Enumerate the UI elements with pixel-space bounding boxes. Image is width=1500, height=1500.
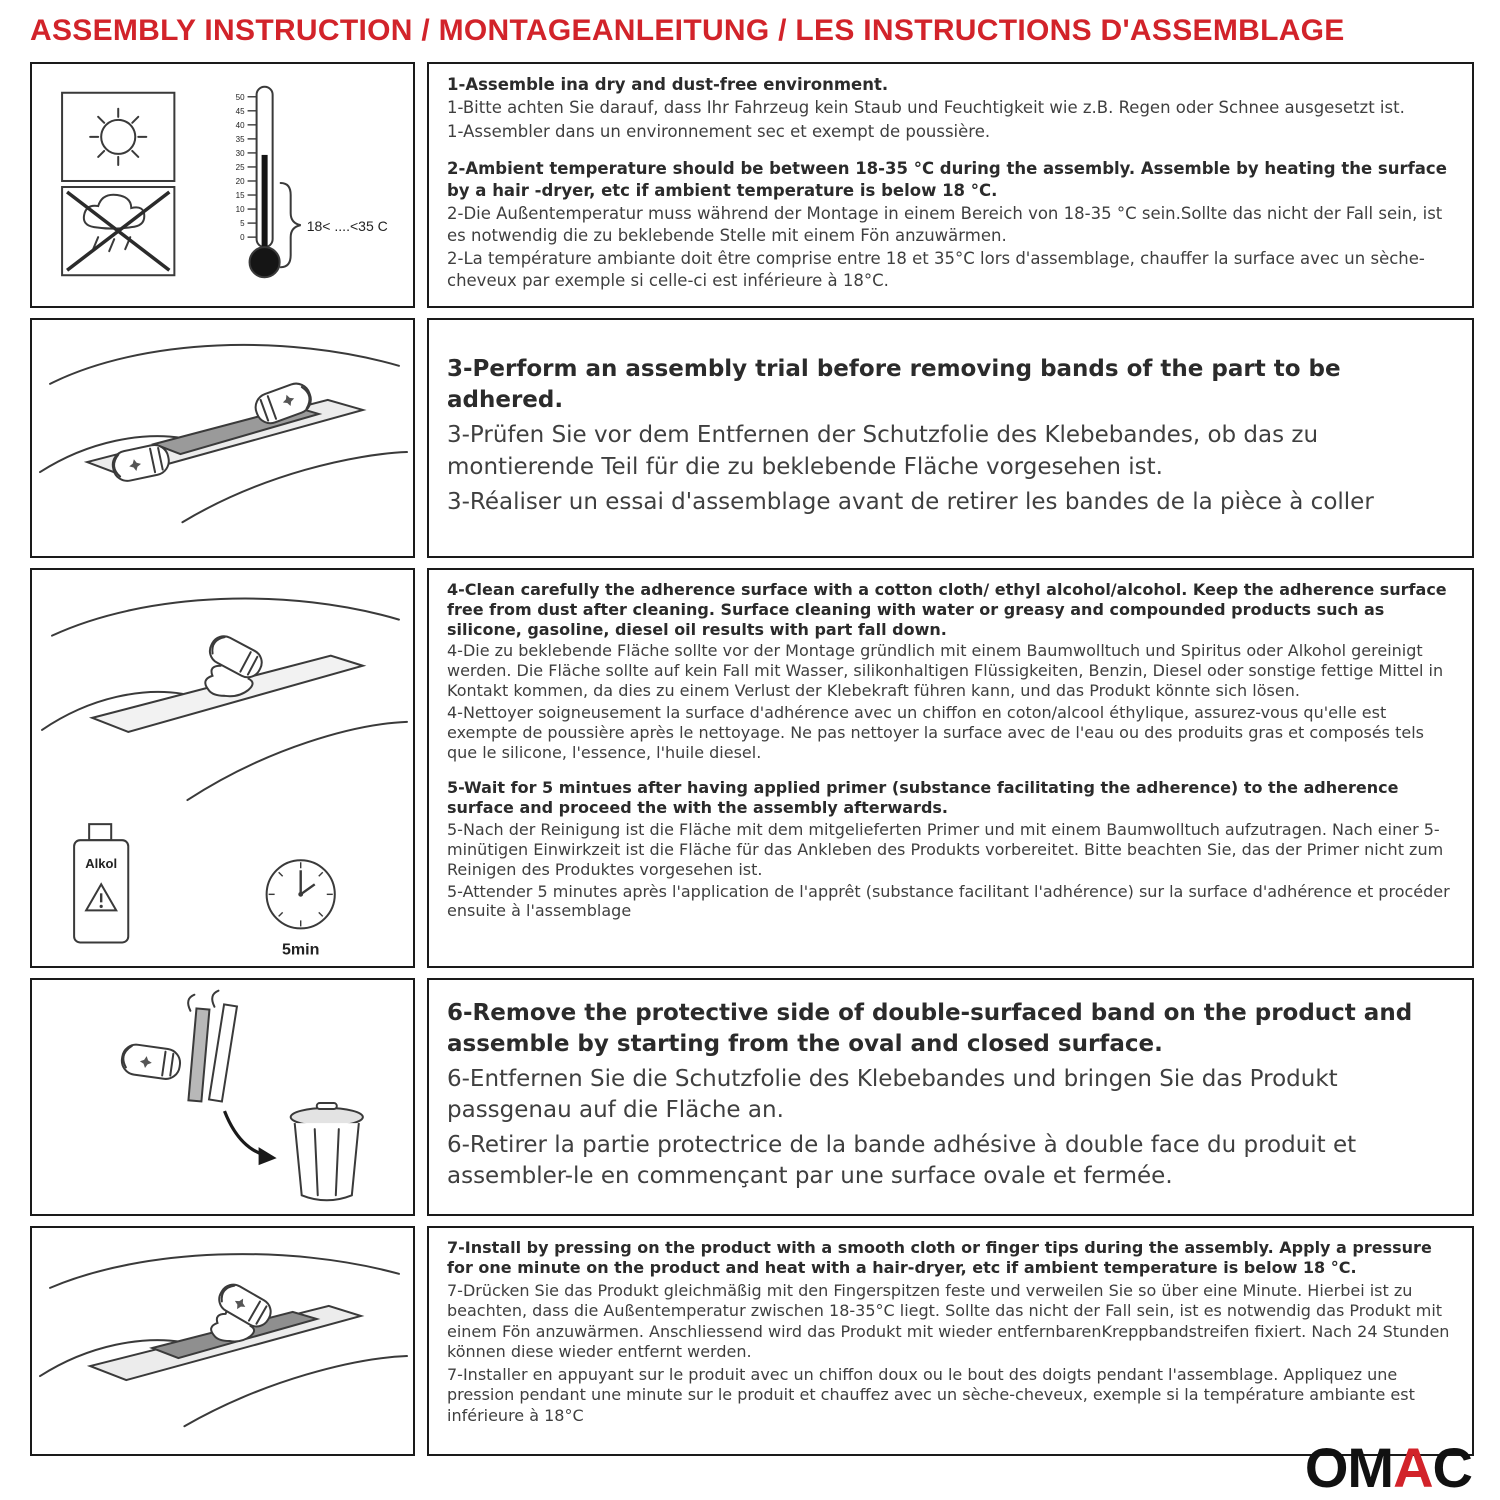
- step7-en: 7-Install by pressing on the product with a smooth cloth or finger tips during the assembly. Apply a pressure for one minute on the product and heat with a hair-dryer, etc if ambient temperature is below 18 °C.: [447, 1238, 1432, 1278]
- illustration-pressing: [30, 1226, 415, 1456]
- svg-text:45: 45: [235, 106, 245, 116]
- svg-text:20: 20: [235, 176, 245, 186]
- trash-can-icon: [291, 1103, 363, 1200]
- temperature-range-label: 18< ....<35 C: [306, 218, 388, 235]
- adhesive-band-1: [188, 1008, 209, 1101]
- step1-de: 1-Bitte achten Sie darauf, dass Ihr Fahrzeug kein Staub und Feuchtigkeit wie z.B. Regen oder Schnee ausgesetzt ist.: [447, 98, 1405, 118]
- step6-en: 6-Remove the protective side of double-surfaced band on the product and assemble by starting from the oval and closed surface.: [447, 999, 1413, 1057]
- illustration-temperature-conditions: [30, 62, 415, 308]
- adhesive-band-2: [209, 1004, 237, 1101]
- row-step-6: [30, 978, 1474, 1216]
- left-hand-icon: [110, 442, 171, 483]
- step2-de: 2-Die Außentemperatur muss während der Montage in einem Bereich von 18-35 °C sein.Sollte das nicht der Fall sein, ist es notwendig die zu beklebende Stelle mit einem Fön anzuwärmen.: [447, 204, 1443, 245]
- row-step-3: [30, 318, 1474, 558]
- illustration-cleaning: [30, 568, 415, 968]
- step2-en: 2-Ambient temperature should be between 18-35 °C during the assembly. Assemble by heating the surface by a hair -dryer, etc if ambient temperature is below 18 °C.: [447, 159, 1447, 200]
- step-4-5-text: [427, 568, 1474, 968]
- svg-text:40: 40: [235, 120, 245, 130]
- step4-fr: 4-Nettoyer soigneusement la surface d'adhérence avec un chiffon en coton/alcool éthylique, assurez-vous qu'elle est exempte de poussière après le nettoyage. Ne pas nettoyer la surface avec de l'eau ou des produits gras et composés tels que le silicone, l'essence, l'huile diesel.: [447, 702, 1424, 762]
- step6-fr: 6-Retirer la partie protectrice de la bande adhésive à double face du produit et assembler-le en commençant par une surface ovale et fermée.: [447, 1132, 1357, 1190]
- step6-de: 6-Entfernen Sie die Schutzfolie des Klebebandes und bringen Sie das Produkt passgenau auf die Fläche an.: [447, 1065, 1338, 1123]
- logo-c: C: [1432, 1436, 1472, 1499]
- logo-a: A: [1393, 1436, 1433, 1499]
- svg-text:50: 50: [235, 92, 245, 102]
- step1-fr: 1-Assembler dans un environnement sec et exempt de poussière.: [447, 121, 991, 141]
- step5-de: 5-Nach der Reinigung ist die Fläche mit dem mitgelieferten Primer und mit einem Baumwolltuch aufzutragen. Nach einer 5-minütigen Einwirkzeit ist die Fläche für das Ankleben des Produkts vorbereitet. Bitte beachten Sie, das der Primer nicht zum Reinigen des Produktes vorgesehen ist.: [447, 820, 1444, 879]
- thermometer-scale: [236, 93, 245, 242]
- step2-fr: 2-La température ambiante doit être comprise entre 18 et 35°C lors d'assemblage, chauffer la surface avec un sèche-cheveux par exemple si celle-ci est inférieure à 18°C.: [447, 249, 1425, 290]
- svg-text:15: 15: [235, 191, 245, 201]
- step-7-text: [427, 1226, 1474, 1456]
- alcohol-label: Alkol: [85, 856, 118, 872]
- step3-en: 3-Perform an assembly trial before removing bands of the part to be adhered.: [447, 356, 1341, 414]
- step7-de: 7-Drücken Sie das Produkt gleichmäßig mit den Fingerspitzen feste und verweilen Sie so über eine Minute. Hierbei ist zu beachten, dass die Außentemperatur zwischen 18-35°C liegt. Sollte das nicht der Fall sein, ist es notwendig das Produkt mit einem Fön anzuwärmen. Anschliessend wird das Produkt mit wieder entfernbarenKreppbandstreifen fixiert. Nach 24 Stunden können diese wieder entfernt werden.: [447, 1280, 1450, 1362]
- step3-fr: 3-Réaliser un essai d'assemblage avant de retirer les bandes de la pièce à coller: [447, 488, 1374, 515]
- step5-en: 5-Wait for 5 mintues after having applied primer (substance facilitating the adherence) to the adherence surface and proceed the with the assembly afterwards.: [447, 778, 1399, 818]
- step1-en: 1-Assemble ina dry and dust-free environment.: [447, 75, 889, 94]
- svg-text:10: 10: [235, 205, 245, 215]
- no-rain-icon: [62, 187, 174, 275]
- step-6-text: [427, 978, 1474, 1216]
- step7-fr: 7-Installer en appuyant sur le produit avec un chiffon doux ou le bout des doigts pendant l'assemblage. Appliquez une pression pendant une minute sur le produit et chauffez avec un sèche-cheveux, exemple si la température ambiante est inférieure à 18°C: [447, 1364, 1415, 1425]
- step4-en: 4-Clean carefully the adherence surface with a cotton cloth/ ethyl alcohol/alcohol. Keep the adherence surface free from dust after cleaning. Surface cleaning with water or greasy and compounded products such as silicone, gasoline, diesel oil results with part fall down.: [447, 580, 1447, 639]
- row-step-7: [30, 1226, 1474, 1456]
- illustration-assembly-trial: [30, 318, 415, 558]
- svg-text:30: 30: [235, 148, 245, 158]
- holding-hand-icon: [120, 1043, 182, 1081]
- alcohol-bottle-icon: [74, 824, 128, 942]
- assembly-trial-svg: [32, 320, 413, 556]
- step3-de: 3-Prüfen Sie vor dem Entfernen der Schutzfolie des Klebebandes, ob das zu montierende Teil für die zu beklebende Fläche vorgesehen ist.: [447, 422, 1319, 480]
- row-step-4-5: [30, 568, 1474, 968]
- sun-icon: [62, 93, 174, 181]
- row-step-1-2: [30, 62, 1474, 308]
- page-title: ASSEMBLY INSTRUCTION / MONTAGEANLEITUNG / LES INSTRUCTIONS D'ASSEMBLAGE: [30, 14, 1345, 47]
- illustration-remove-band: [30, 978, 415, 1216]
- svg-text:35: 35: [235, 134, 245, 144]
- step4-de: 4-Die zu beklebende Fläche sollte vor der Montage gründlich mit einem Baumwolltuch und Spiritus oder Alkohol gereinigt werden. Die Fläche sollte auf kein Fall mit Wasser, silikonhaltigen Flüssigkeiten, Benzin, Diesel oder sonstige fettige Mittel in Kontakt kommen, da dies zu einem Verlust der Klebekraft führen kann, und das Produkt könnte sich lösen.: [447, 641, 1444, 701]
- clock-icon: [267, 860, 335, 958]
- thermometer-icon: [236, 87, 388, 278]
- svg-text:25: 25: [235, 162, 245, 172]
- svg-text:5: 5: [240, 219, 245, 229]
- pressing-svg: [32, 1228, 413, 1454]
- remove-band-svg: [32, 980, 413, 1214]
- svg-text:0: 0: [240, 233, 245, 243]
- logo-om: OM: [1304, 1436, 1394, 1499]
- step-3-text: [427, 318, 1474, 558]
- step5-fr: 5-Attender 5 minutes après l'application de l'apprêt (substance facilitant l'adhérence) sur la surface d'adhérence et procéder ensuite à l'assemblage: [447, 881, 1450, 921]
- cleaning-svg: [32, 570, 413, 966]
- step-1-2-text: [427, 62, 1474, 308]
- omac-logo: [1304, 1436, 1472, 1499]
- clock-label: 5min: [281, 940, 320, 959]
- temperature-illustration-svg: [32, 64, 413, 306]
- range-brace: [281, 183, 301, 267]
